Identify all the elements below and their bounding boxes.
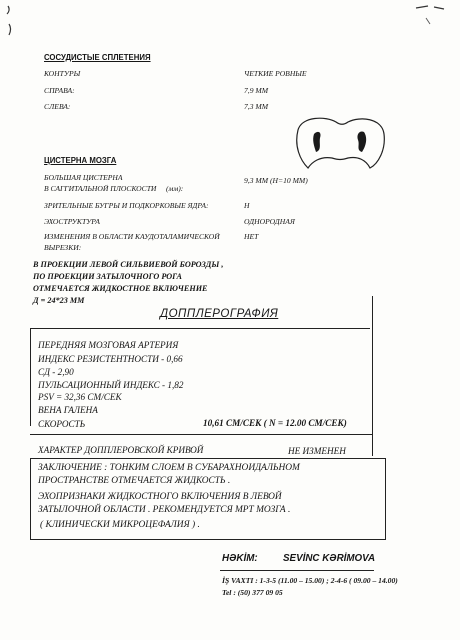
finding-line-2: ПО ПРОЕКЦИИ ЗАТЫЛОЧНОГО РОГА (33, 272, 182, 281)
doppler-box-top (30, 328, 370, 329)
conclusion-line-3: ЭХОПРИЗНАКИ ЖИДКОСТНОГО ВКЛЮЧЕНИЯ В ЛЕВОЙ (38, 492, 282, 502)
choroid-right-value: 7,9 ММ (244, 86, 269, 95)
cistern-big-value: 9,3 ММ (Н=10 ММ) (244, 176, 308, 185)
signature-underline (220, 570, 374, 571)
cistern-title: ЦИСТЕРНА МОЗГА (44, 156, 117, 165)
conclusion-line-1: ЗАКЛЮЧЕНИЕ : ТОНКИМ СЛОЕМ В СУБАРАХНОИДАЛЬНОМ (38, 463, 300, 473)
choroid-left-label: СЛЕВА: (44, 102, 71, 111)
choroid-contours-label: КОНТУРЫ (44, 69, 81, 78)
doppler-artery: ПЕРЕДНЯЯ МОЗГОВАЯ АРТЕРИЯ (38, 340, 179, 350)
pen-marks-top-right (400, 0, 460, 30)
echostructure-value: ОДНОРОДНАЯ (244, 217, 295, 226)
choroid-title: СОСУДИСТЫЕ СПЛЕТЕНИЯ (44, 53, 151, 62)
doppler-vein-galen: ВЕНА ГАЛЕНА (38, 405, 98, 415)
cistern-big-label-2: В САГГИТАЛЬНОЙ ПЛОСКОСТИ (44, 184, 157, 193)
doppler-sd: СД - 2,90 (38, 367, 74, 377)
caudothalamic-value: НЕТ (244, 232, 259, 241)
doppler-psv: PSV = 32,36 СМ/СЕК (38, 392, 122, 402)
echostructure-label: ЭХОСТРУКТУРА (44, 217, 100, 226)
doppler-title: ДОППЛЕРОГРАФИЯ (160, 308, 279, 320)
doctor-label: HƏKİM: (222, 553, 258, 564)
conclusion-line-2: ПРОСТРАНСТВЕ ОТМЕЧАЕТСЯ ЖИДКОСТЬ . (38, 476, 231, 486)
conclusion-line-5: ( КЛИНИЧЕСКИ МИКРОЦЕФАЛИЯ ) . (40, 520, 200, 530)
finding-line-1: В ПРОЕКЦИИ ЛЕВОЙ СИЛЬВИЕВОЙ БОРОЗДЫ , (33, 260, 224, 269)
cistern-big-label-1: БОЛЬШАЯ ЦИСТЕРНА (44, 173, 123, 182)
doppler-box-left (30, 328, 31, 426)
doppler-curve-value: НЕ ИЗМЕНЕН (288, 446, 346, 456)
doppler-box-bottom (30, 434, 372, 435)
pen-marks-top-left (0, 0, 30, 40)
choroid-right-label: СПРАВА: (44, 86, 75, 95)
cistern-big-unit: (мм): (166, 184, 184, 193)
doppler-pulsatility-index: ПУЛЬСАЦИОННЫЙ ИНДЕКС - 1,82 (38, 380, 184, 390)
brain-ventricle-sketch (290, 112, 390, 174)
choroid-left-value: 7,3 ММ (244, 102, 269, 111)
telephone: Tel : (50) 377 09 05 (222, 588, 283, 597)
finding-line-3: ОТМЕЧАЕТСЯ ЖИДКОСТНОЕ ВКЛЮЧЕНИЕ (33, 284, 208, 293)
doppler-resistance-index: ИНДЕКС РЕЗИСТЕНТНОСТИ - 0,66 (38, 354, 183, 364)
doctor-name: SEVİNC KƏRİMOVA (283, 553, 376, 564)
working-hours: İŞ VAXTI : 1-3-5 (11.00 – 15.00) ; 2-4-6 ( 09.00 – 14.00) (222, 576, 398, 585)
doppler-curve-label: ХАРАКТЕР ДОППЛЕРОВСКОЙ КРИВОЙ (38, 445, 204, 455)
conclusion-line-4: ЗАТЫЛОЧНОЙ ОБЛАСТИ . РЕКОМЕНДУЕТСЯ МРТ МОЗГА . (38, 505, 291, 515)
caudothalamic-label-2: ВЫРЕЗКИ: (44, 243, 82, 252)
thalamus-value: Н (244, 201, 250, 210)
doppler-speed-value: 10,61 СМ/СЕК ( N = 12.00 СМ/СЕК) (203, 418, 347, 428)
doppler-speed-label: СКОРОСТЬ (38, 419, 86, 429)
doppler-box-right (372, 296, 373, 456)
thalamus-label: ЗРИТЕЛЬНЫЕ БУГРЫ И ПОДКОРКОВЫЕ ЯДРА: (44, 201, 209, 210)
caudothalamic-label-1: ИЗМЕНЕНИЯ В ОБЛАСТИ КАУДОТАЛАМИЧЕСКОЙ (44, 232, 220, 241)
choroid-contours-value: ЧЕТКИЕ РОВНЫЕ (244, 69, 307, 78)
finding-line-4: Д = 24*23 ММ (33, 296, 85, 305)
